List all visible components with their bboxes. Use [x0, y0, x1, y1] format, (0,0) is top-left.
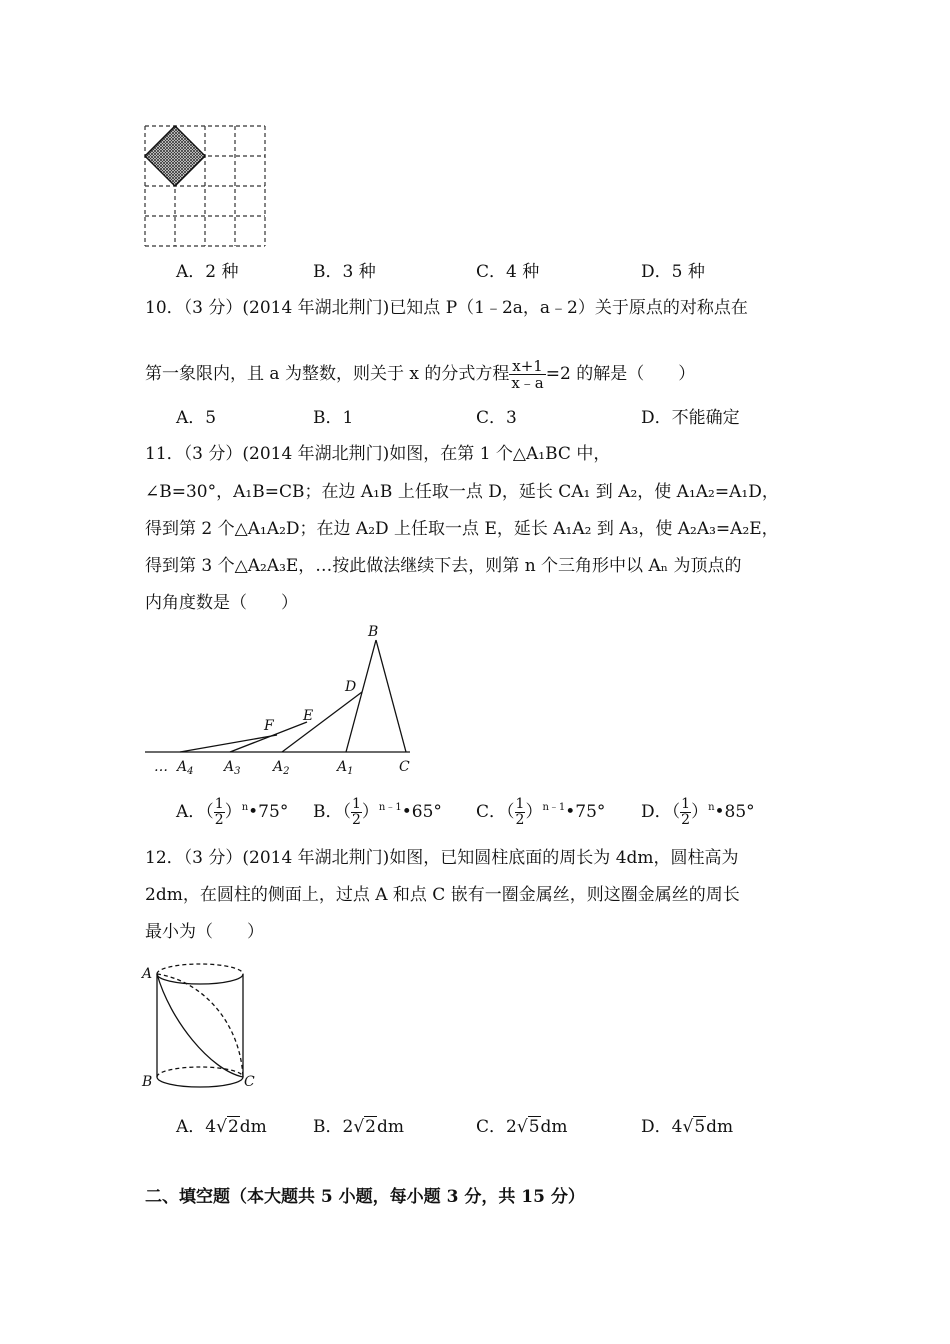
section-heading: 二、填空题（本大题共 5 小题，每小题 3 分，共 15 分） [145, 1187, 585, 1207]
q12-cylinder-figure [140, 960, 265, 1095]
label-dots: … [154, 759, 168, 775]
segment-b-c [376, 640, 406, 752]
q11-option-b[interactable]: B．（ $\frac{1}{2}$ ）$^{n﹣1}$•65° [313, 796, 442, 828]
wire-front [157, 974, 243, 1077]
label-b: B [142, 1074, 153, 1090]
q12-source: (2014 年湖北荆门) [242, 848, 390, 868]
segment-a1-b [346, 640, 376, 752]
q12-option-a[interactable]: A．4√2dm [176, 1117, 267, 1137]
label-b: B [368, 624, 379, 640]
q11-stem-line4: 得到第 3 个△A₂A₃E，…按此做法继续下去，则第 n 个三角形中以 Aₙ 为顶点的 [145, 556, 742, 576]
q10-option-a[interactable]: A．5 [176, 408, 217, 428]
label-a2: $A_2$ [273, 759, 290, 777]
q10-option-c[interactable]: C．3 [476, 408, 517, 428]
q11-stem-line1: 11．（3 分）(2014 年湖北荆门)如图，在第 1 个△A₁BC 中， [145, 444, 611, 464]
q11-stem-line5: 内角度数是（ ） [145, 593, 298, 613]
top-ellipse-front [157, 974, 243, 984]
q9-option-b[interactable]: B．3 种 [313, 262, 376, 282]
q9-option-a[interactable]: A．2 种 [176, 262, 239, 282]
label-a: A [142, 966, 153, 982]
q10-stem-line2: 第一象限内，且 a 为整数，则关于 x 的分式方程 $\frac{x+1}{x﹣a}$ =2 的解是（ ） [145, 357, 696, 392]
q10-option-b[interactable]: B．1 [313, 408, 354, 428]
label-a4: $A_4$ [177, 759, 194, 777]
bottom-ellipse-front [157, 1077, 243, 1087]
q10-fraction: $\frac{x+1}{x﹣a}$ [511, 357, 544, 392]
label-e: E [303, 708, 314, 724]
q12-stem-line3: 最小为（ ） [145, 922, 264, 942]
q11-triangle-figure [140, 620, 430, 780]
q11-stem-line3: 得到第 2 个△A₁A₂D；在边 A₂D 上任取一点 E，延长 A₁A₂ 到 A₃，使 A₂A₃=A₂E， [145, 519, 779, 539]
q10-text: 已知点 P（1﹣2a，a﹣2）关于原点的对称点在 [389, 298, 748, 318]
q11-source: (2014 年湖北荆门) [242, 444, 390, 464]
q12-option-c[interactable]: C．2√5dm [476, 1117, 568, 1137]
q11-option-d[interactable]: D．（ $\frac{1}{2}$ ）$^n$•85° [641, 796, 755, 828]
q9-grid-figure [143, 124, 267, 248]
top-ellipse-back [157, 964, 243, 974]
label-c: C [399, 759, 410, 775]
wire-back [157, 974, 243, 1077]
q12-score: （3 分） [183, 848, 243, 868]
q12-number: 12． [145, 848, 184, 868]
segment-a4-f [180, 735, 277, 752]
q11-option-c[interactable]: C．（ $\frac{1}{2}$ ）$^{n﹣1}$•75° [476, 796, 606, 828]
segment-a2-d [282, 692, 362, 752]
q12-option-b[interactable]: B．2√2dm [313, 1117, 405, 1137]
shaded-square [145, 126, 205, 186]
q10-number: 10． [145, 298, 184, 318]
label-f: F [264, 718, 274, 734]
q12-option-d[interactable]: D．4√5dm [641, 1117, 734, 1137]
q9-option-d[interactable]: D．5 种 [641, 262, 705, 282]
q11-score: （3 分） [183, 444, 243, 464]
q9-option-c[interactable]: C．4 种 [476, 262, 540, 282]
label-a1: $A_1$ [337, 759, 354, 777]
q11-number: 11． [145, 444, 184, 464]
label-d: D [345, 679, 357, 695]
q12-stem-line1: 12．（3 分）(2014 年湖北荆门)如图，已知圆柱底面的周长为 4dm，圆柱高为 [145, 848, 739, 868]
q10-score: （3 分） [183, 298, 243, 318]
q10-option-d[interactable]: D．不能确定 [641, 408, 740, 428]
q10-stem-line1 [145, 297, 748, 319]
q10-source: (2014 年湖北荆门) [242, 298, 390, 318]
label-a3: $A_3$ [224, 759, 241, 777]
q11-stem-line2: ∠B=30°，A₁B=CB；在边 A₁B 上任取一点 D，延长 CA₁ 到 A₂，使 A₁A₂=A₁D， [145, 482, 779, 502]
q11-option-a[interactable]: A．（ $\frac{1}{2}$ ）$^n$•75° [176, 796, 289, 828]
label-c: C [244, 1074, 255, 1090]
q12-stem-line2: 2dm，在圆柱的侧面上，过点 A 和点 C 嵌有一圈金属丝，则这圈金属丝的周长 [145, 885, 740, 905]
